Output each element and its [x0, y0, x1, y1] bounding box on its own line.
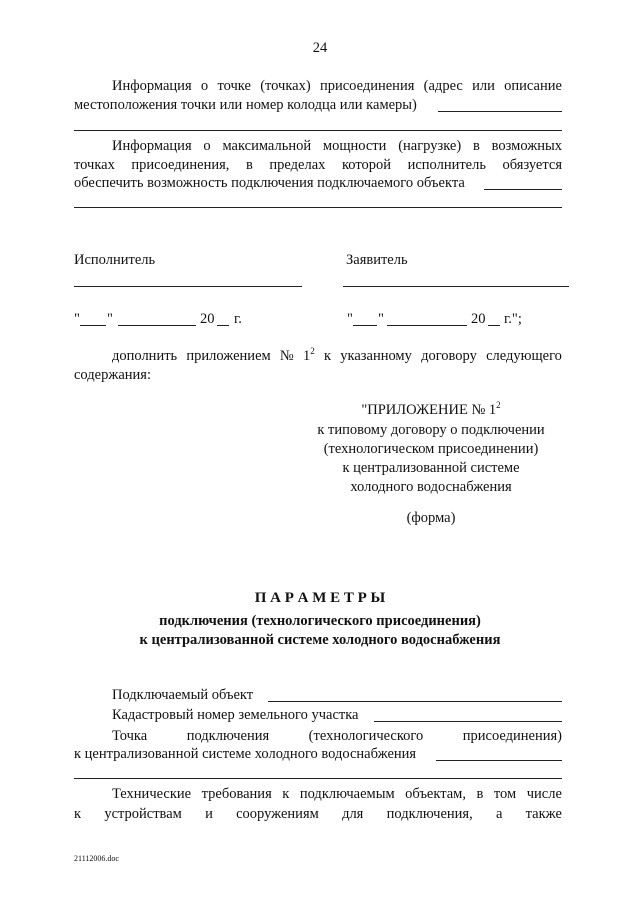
quote: " [107, 311, 113, 327]
word: указанному [340, 348, 412, 364]
word: Информация [112, 138, 192, 154]
point-field-line[interactable] [436, 760, 562, 761]
word: пределах [269, 157, 326, 173]
word: (адрес [423, 78, 463, 94]
word: к [74, 806, 82, 822]
number: 1 [303, 348, 311, 364]
year-line[interactable] [217, 325, 229, 326]
p2-line3: обеспечить возможность подключения подключаемого объекта [74, 175, 465, 191]
word: требования [201, 786, 272, 802]
word: (технологического [308, 728, 424, 744]
section-heading: П А Р А М Е Т Р Ы [254, 590, 386, 606]
p1-line1 [112, 78, 562, 95]
word: о [200, 78, 209, 94]
quote: " [74, 311, 80, 327]
word: № [279, 348, 294, 364]
word: также [525, 806, 562, 822]
word: подключаемым [299, 786, 395, 802]
day-line[interactable] [353, 325, 377, 326]
word: точках [74, 157, 115, 173]
word: в [472, 138, 480, 154]
fill-line[interactable] [74, 778, 562, 779]
word: описание [504, 78, 562, 94]
p2-line2 [74, 157, 562, 174]
word: устройствам [104, 806, 182, 822]
applicant-label: Заявитель [346, 252, 408, 268]
word: Технические [112, 786, 192, 802]
word: числе [526, 786, 562, 802]
word: дополнить [112, 348, 178, 364]
word: присоединения) [462, 728, 562, 744]
tech-line2 [74, 806, 562, 823]
year-suffix: г."; [504, 311, 522, 327]
executor-label: Исполнитель [74, 252, 156, 268]
word: (нагрузке) [398, 138, 462, 154]
word: которой [341, 157, 391, 173]
word: подключения [186, 728, 270, 744]
tech-line1 [112, 786, 562, 803]
word: мощности [322, 138, 387, 154]
fill-line[interactable] [74, 207, 562, 208]
word: или [472, 78, 495, 94]
applicant-signature-line[interactable] [343, 286, 569, 287]
section-subheading: подключения (технологического присоединения) [159, 613, 481, 629]
fill-line[interactable] [484, 189, 562, 190]
word: договору [421, 348, 477, 364]
word: точке [217, 78, 251, 94]
appendix-line: к типовому договору о подключении [317, 422, 545, 438]
day-line[interactable] [80, 325, 106, 326]
year-prefix: 20 [200, 311, 215, 327]
p1-line2: местоположения точки или номер колодца или камеры) [74, 97, 417, 113]
executor-signature-line[interactable] [74, 286, 302, 287]
section-subheading: к централизованной системе холодного водоснабжения [139, 632, 501, 648]
word [303, 348, 315, 365]
cadastral-field-line[interactable] [374, 721, 562, 722]
word: исполнитель [407, 157, 486, 173]
date-right [347, 312, 587, 330]
year-prefix: 20 [471, 311, 486, 327]
fill-line[interactable] [74, 130, 562, 131]
word: сооружениям [236, 806, 319, 822]
page-number: 24 [312, 40, 328, 56]
word: приложением [186, 348, 271, 364]
fill-line[interactable] [438, 111, 562, 112]
appendix-title-text: "ПРИЛОЖЕНИЕ № 1 [361, 402, 497, 418]
supplement-line1 [112, 348, 562, 365]
object-label: Подключаемый объект [112, 687, 254, 703]
word: а [495, 806, 503, 822]
month-line[interactable] [118, 325, 196, 326]
word: следующего [486, 348, 562, 364]
word: возможных [491, 138, 562, 154]
word: максимальной [222, 138, 312, 154]
point-line1 [112, 728, 562, 745]
word: Точка [112, 728, 148, 744]
word: подключения, [386, 806, 473, 822]
word: к [282, 786, 290, 802]
appendix-line: холодного водоснабжения [350, 479, 512, 495]
word: о [203, 138, 211, 154]
word: и [205, 806, 213, 822]
supplement-line2: содержания: [74, 367, 152, 383]
quote: " [347, 311, 353, 327]
appendix-line: (технологическом присоединении) [323, 441, 539, 457]
year-line[interactable] [488, 325, 500, 326]
form-label: (форма) [406, 510, 456, 526]
word: (точках) [260, 78, 311, 94]
year-suffix: г. [234, 311, 242, 327]
word: Информация [112, 78, 192, 94]
object-field-line[interactable] [268, 701, 562, 702]
date-left [74, 312, 314, 330]
file-name-footer: 21112006.doc [74, 854, 119, 863]
word: обязуется [502, 157, 562, 173]
cadastral-label: Кадастровый номер земельного участка [112, 707, 359, 723]
quote: " [378, 311, 384, 327]
word: к [323, 348, 332, 364]
superscript: 2 [310, 346, 315, 356]
word: в [476, 786, 484, 802]
p2-line1 [112, 138, 562, 155]
word: том [493, 786, 517, 802]
point-line2: к централизованной системе холодного водоснабжения [74, 746, 417, 762]
word: присоединения [319, 78, 415, 94]
superscript: 2 [496, 400, 501, 410]
appendix-title [300, 402, 562, 419]
word: в [245, 157, 253, 173]
month-line[interactable] [387, 325, 467, 326]
word: объектам, [405, 786, 466, 802]
word: присоединения, [131, 157, 230, 173]
word: для [342, 806, 364, 822]
appendix-line: к централизованной системе [342, 460, 520, 476]
